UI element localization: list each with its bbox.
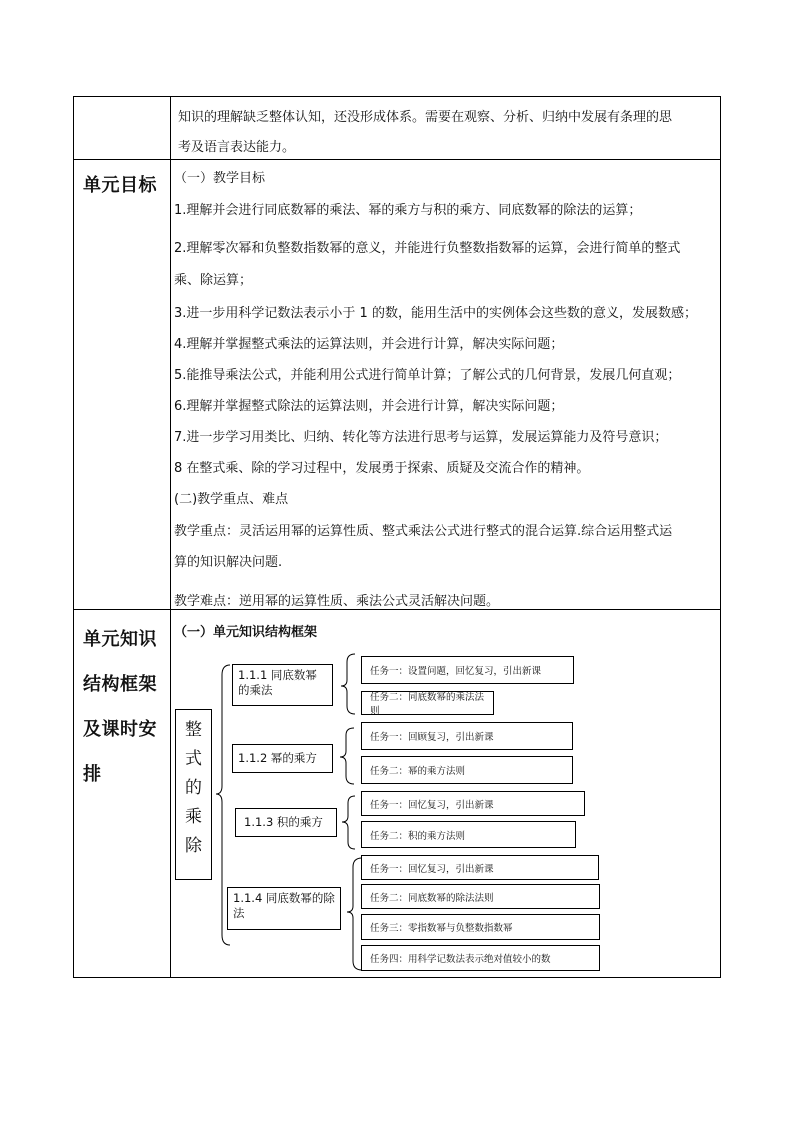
section-box-3: 1.1.3 积的乘方 bbox=[235, 808, 337, 837]
root-topic-box bbox=[175, 709, 212, 880]
section-box-2: 1.1.2 幂的乘方 bbox=[232, 744, 333, 773]
difficulty: 教学难点：逆用幂的运算性质、乘法公式灵活解决问题。 bbox=[174, 594, 500, 609]
framework-label-line: 单元知识 bbox=[83, 629, 157, 650]
goal-item: 7.进一步学习用类比、归纳、转化等方法进行思考与运算，发展运算能力及符号意识； bbox=[174, 430, 668, 445]
section-box-4: 1.1.4 同底数幂的除法 bbox=[227, 887, 341, 930]
bracket-4 bbox=[347, 858, 362, 970]
goal-item: 5.能推导乘法公式，并能利用公式进行简单计算；了解公式的几何背景，发展几何直观； bbox=[174, 368, 681, 383]
task-box: 任务二：同底数幂的除法法则 bbox=[361, 884, 600, 909]
task-box: 任务一：回忆复习，引出新课 bbox=[361, 791, 585, 816]
goals-heading: (二)教学重点、难点 bbox=[174, 492, 289, 507]
root-char: 整 bbox=[185, 720, 202, 740]
task-box: 任务一：回顾复习，引出新课 bbox=[361, 722, 573, 750]
intro-line: 考及语言表达能力。 bbox=[178, 140, 296, 155]
framework-label-line: 及课时安 bbox=[83, 719, 157, 740]
root-char: 式 bbox=[185, 749, 202, 769]
task-box: 任务二：同底数幂的乘法法则 bbox=[361, 691, 494, 715]
goal-item: 乘、除运算； bbox=[174, 273, 253, 288]
goal-item: 2.理解零次幂和负整数指数幂的意义，并能进行负整数指数幂的运算，会进行简单的整式 bbox=[174, 241, 681, 256]
root-char: 乘 bbox=[185, 807, 202, 827]
task-box: 任务二：积的乘方法则 bbox=[361, 821, 576, 848]
framework-label-line: 结构框架 bbox=[83, 674, 157, 695]
task-box: 任务四：用科学记数法表示绝对值较小的数 bbox=[361, 945, 600, 971]
intro-line: 知识的理解缺乏整体认知，还没形成体系。需要在观察、分析、归纳中发展有条理的思 bbox=[178, 110, 673, 125]
bracket-2 bbox=[340, 728, 354, 784]
key-points: 算的知识解决问题. bbox=[174, 555, 283, 570]
root-char: 的 bbox=[185, 778, 202, 798]
task-box: 任务三：零指数幂与负整数指数幂 bbox=[361, 914, 600, 940]
bracket-3 bbox=[342, 796, 355, 849]
goal-item: 4.理解并掌握整式乘法的运算法则，并会进行计算，解决实际问题； bbox=[174, 337, 564, 352]
root-char: 除 bbox=[185, 836, 202, 856]
framework-heading: （一）单元知识结构框架 bbox=[174, 625, 318, 640]
key-points: 教学重点：灵活运用幂的运算性质、整式乘法公式进行整式的混合运算.综合运用整式运 bbox=[174, 524, 673, 539]
task-box: 任务二：幂的乘方法则 bbox=[361, 756, 573, 784]
goal-item: 1.理解并会进行同底数幂的乘法、幂的乘方与积的乘方、同底数幂的除法的运算； bbox=[174, 203, 642, 218]
goal-item: 8 在整式乘、除的学习过程中，发展勇于探索、质疑及交流合作的精神。 bbox=[174, 461, 590, 476]
section-box-1: 1.1.1 同底数幂的乘法 bbox=[232, 664, 333, 706]
goals-heading: （一）教学目标 bbox=[174, 171, 266, 186]
goal-item: 3.进一步用科学记数法表示小于 1 的数，能用生活中的实例体会这些数的意义，发展数感； bbox=[174, 306, 697, 321]
task-box: 任务一：设置问题，回忆复习，引出新课 bbox=[361, 656, 574, 684]
task-box: 任务一：回忆复习，引出新课 bbox=[361, 855, 599, 880]
bracket-1 bbox=[341, 654, 355, 714]
goal-item: 6.理解并掌握整式除法的运算法则，并会进行计算，解决实际问题； bbox=[174, 399, 564, 414]
framework-label-line: 排 bbox=[83, 764, 102, 785]
goals-label: 单元目标 bbox=[83, 175, 157, 196]
